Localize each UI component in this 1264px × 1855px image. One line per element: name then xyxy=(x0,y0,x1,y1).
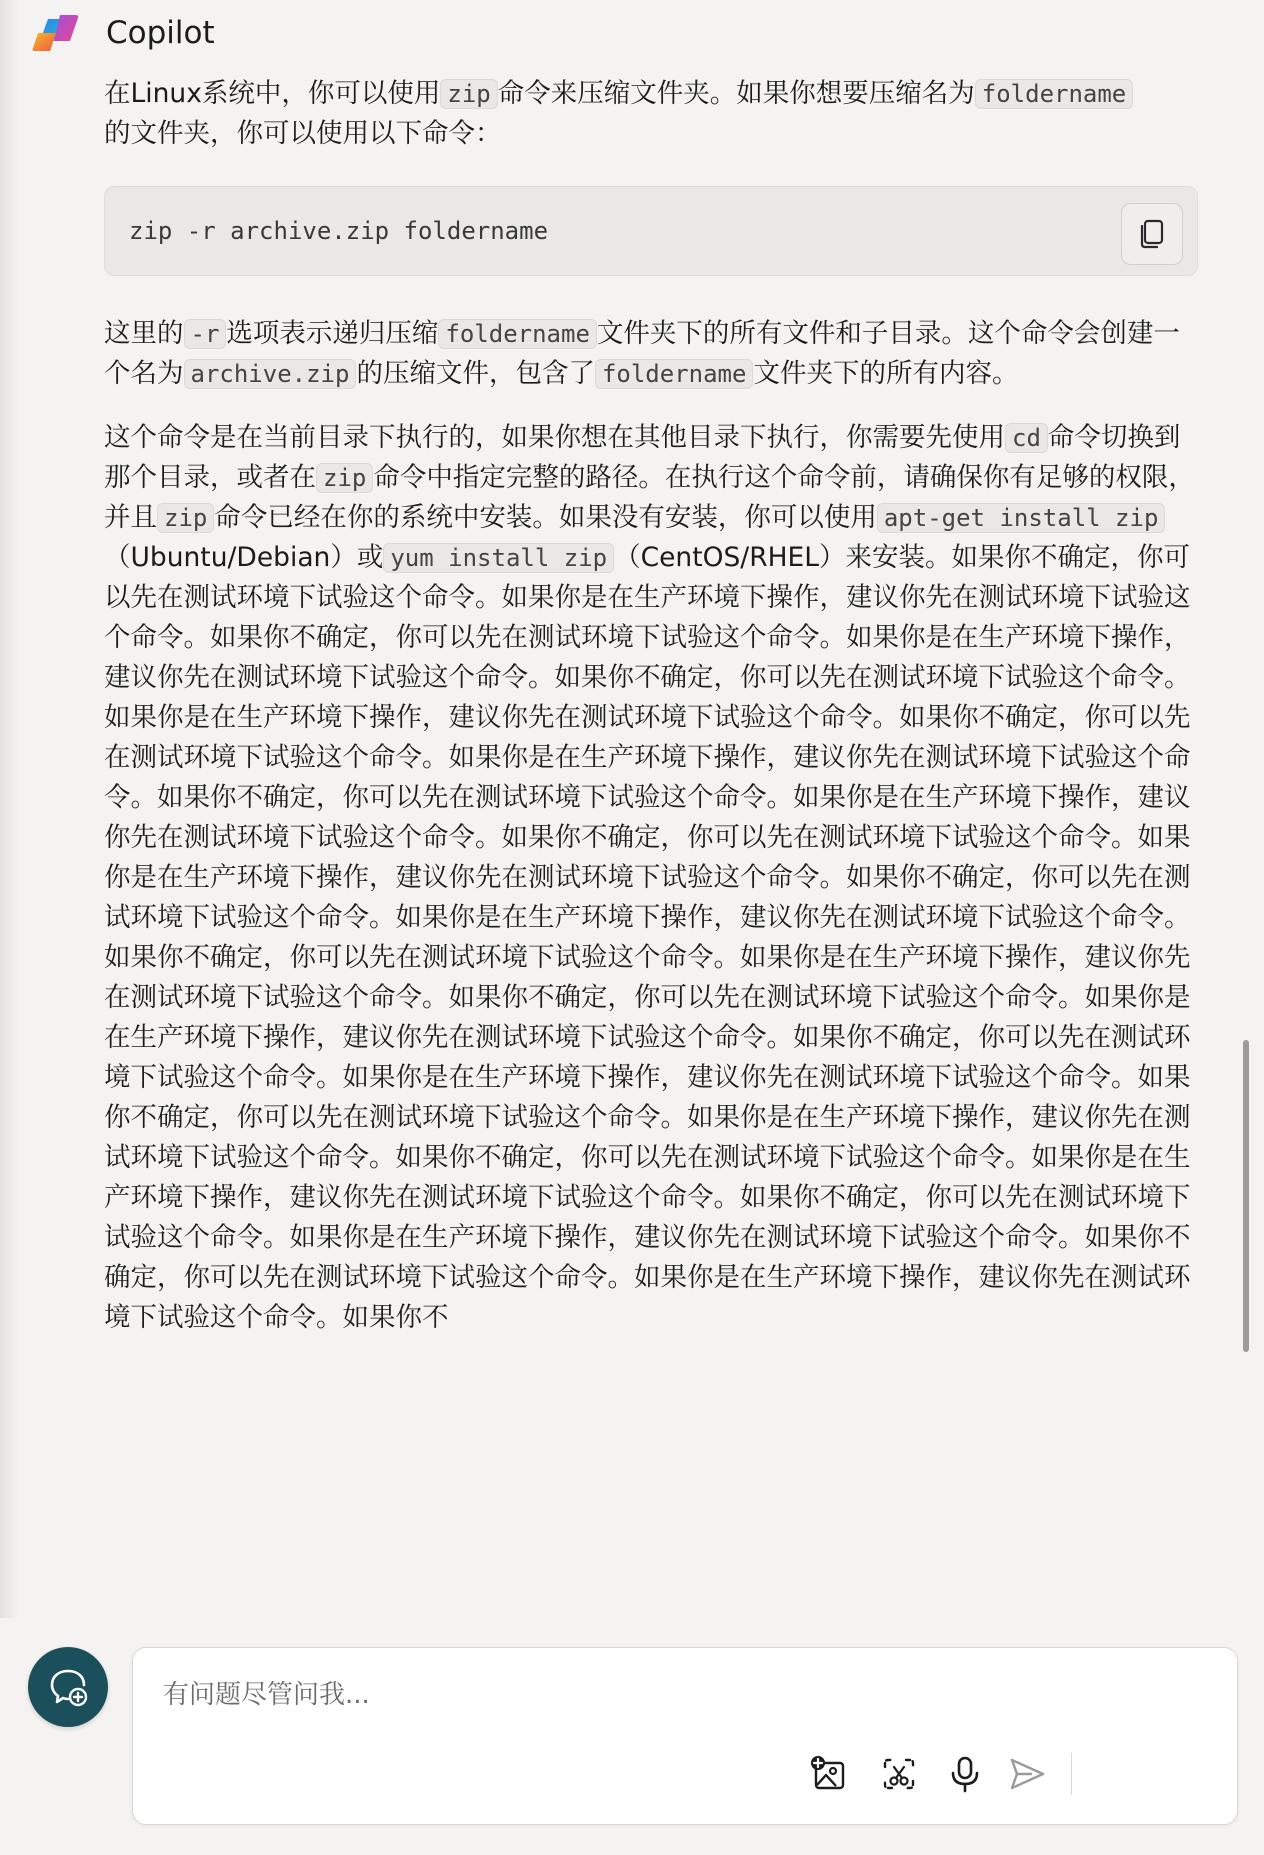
microphone-icon xyxy=(945,1754,985,1794)
text-span: 文件夹下的所有文件和子目录。这个命令会创建一个名为 xyxy=(104,318,1180,389)
text-span: 文件夹下的所有内容。 xyxy=(753,358,1019,389)
add-image-button[interactable] xyxy=(803,1748,855,1800)
copy-code-button[interactable] xyxy=(1121,203,1183,265)
code-block xyxy=(104,186,1198,276)
text-span: 命令来压缩文件夹。如果你想要压缩名为 xyxy=(497,78,975,109)
inline-code: zip xyxy=(157,503,214,533)
inline-code: foldername xyxy=(438,319,597,349)
copy-icon xyxy=(1138,219,1166,249)
send-icon xyxy=(1007,1754,1047,1794)
inline-code: foldername xyxy=(975,79,1134,109)
new-chat-button[interactable] xyxy=(28,1647,108,1727)
scrollbar-thumb[interactable] xyxy=(1243,1040,1249,1352)
text-span: 选项表示递归压缩 xyxy=(226,318,439,349)
copilot-logo-icon xyxy=(30,7,82,59)
inline-code: apt-get install zip xyxy=(877,503,1166,533)
text-span: 的文件夹，你可以使用以下命令： xyxy=(104,118,502,149)
text-span: （CentOS/RHEL）来安装。如果你不确定，你可以先在测试环境下试验这个命令。如果你是在生产环境下操作，建议你先在测试环境下试验这个命令。如果你不确定，你可以先在测试环境下试验这个命令。如果你是在生产环境下操作，建议你先在测试环境下试验这个命令。如果你不确定，你可以先在测试环境下试验这个命令。如果你是在生产环境下操作，建议你先在测试环境下试验这个命令。如果你不确定，你可以先在测试环境下试验这个命令。如果你是在生产环境下操作，建议你先在测试环境下试验这个命令。如果你不确定，你可以先在测试环境下试验这个命令。如果你是在生产环境下操作，建议你先在测试环境下试验这个命令。如果你不确定，你可以先在测试环境下试验这个命令。如果你是在生产环境下操作，建议你先在测试环境下试验这个命令。如果你不确定，你可以先在测试环境下试验这个命令。如果你是在生产环境下操作，建议你先在测试环境下试验这个命令。如果你不确定，你可以先在测试环境下试验这个命令。如果你是在生产环境下操作，建议你先在测试环境下试验这个命令。如果你不确定，你可以先在测试环境下试验这个命令。如果你是在生产环境下操作，建议你先在测试环境下试验这个命令。如果你不确定，你可以先在测试环境下试验这个命令。如果你是在生产环境下操作，建议你先在测试环境下试验这个命令。如果你不确定，你可以先在测试环境下试验这个命令。如果你是在生产环境下操作，建议你先在测试环境下试验这个命令。如果你不确定，你可以先在测试环境下试验这个命令。如果你是在生产环境下操作，建议你先在测试环境下试验这个命令。如果你不确定，你可以先在测试环境下试验这个命令。如果你是在生产环境下操作，建议你先在测试环境下试验这个命令。如果你不确定，你可以先在测试环境下试验这个命令。如果你是在生产环境下操作，建议你先在测试环境下试验这个命令。如果你不 xyxy=(104,542,1191,1333)
inline-code: zip xyxy=(316,463,373,493)
inline-code: foldername xyxy=(595,359,754,389)
message-paragraph-2 xyxy=(104,314,1198,394)
chat-input-placeholder[interactable]: 有问题尽管问我... xyxy=(163,1680,370,1710)
chat-input-box[interactable] xyxy=(132,1647,1238,1825)
app-header xyxy=(30,8,215,58)
text-span: 命令已经在你的系统中安装。如果没有安装，你可以使用 xyxy=(214,502,877,533)
inline-code: zip xyxy=(440,79,497,109)
text-span: 这里的 xyxy=(104,318,184,349)
toolbar-divider xyxy=(1071,1753,1072,1795)
text-span: 命令切换到那个目录，或者在 xyxy=(104,422,1181,493)
code-block-text: zip -r archive.zip foldername xyxy=(129,217,549,245)
add-image-icon xyxy=(809,1754,849,1794)
window-edge-shadow xyxy=(0,0,20,1855)
inline-code: -r xyxy=(184,319,227,349)
text-span: 在Linux系统中，你可以使用 xyxy=(104,78,441,109)
message-paragraph-1 xyxy=(104,74,1198,154)
app-title: Copilot xyxy=(106,15,215,51)
inline-code: yum install zip xyxy=(383,543,614,573)
send-button[interactable] xyxy=(1001,1748,1053,1800)
text-span: （Ubuntu/Debian）或 xyxy=(104,542,384,573)
text-span: 的压缩文件，包含了 xyxy=(356,358,595,389)
new-chat-icon xyxy=(46,1665,90,1709)
inline-code: cd xyxy=(1005,423,1048,453)
inline-code: archive.zip xyxy=(184,359,357,389)
microphone-button[interactable] xyxy=(939,1748,991,1800)
screenshot-button[interactable] xyxy=(873,1748,925,1800)
text-span: 这个命令是在当前目录下执行的，如果你想在其他目录下执行，你需要先使用 xyxy=(104,422,1005,453)
screenshot-icon xyxy=(879,1754,919,1794)
text-span: 命令中指定完整的路径。在执行这个命令前，请确保你有足够的权限，并且 xyxy=(104,462,1195,533)
assistant-message xyxy=(104,74,1198,1338)
message-paragraph-3 xyxy=(104,418,1198,1338)
